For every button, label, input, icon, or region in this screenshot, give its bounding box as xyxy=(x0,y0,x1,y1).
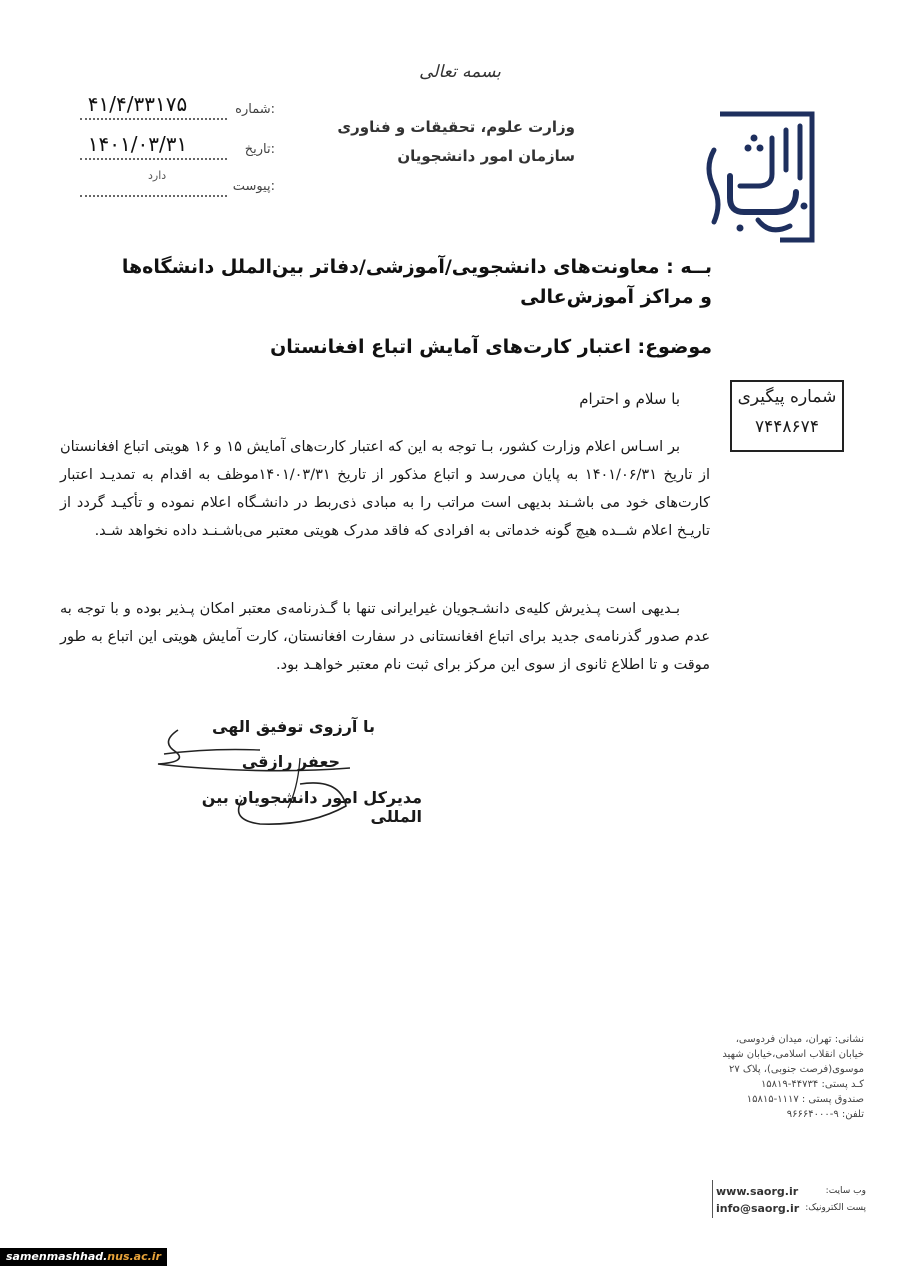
watermark-prefix: samenmashhad. xyxy=(6,1250,108,1263)
dotted-line xyxy=(80,195,227,197)
letter-date-row xyxy=(60,132,275,162)
dotted-line xyxy=(80,118,227,120)
signer-name: جعفر رازقی xyxy=(241,752,340,771)
tracking-number-box xyxy=(730,380,844,452)
letter-subject: موضوع: اعتبار کارت‌های آمایش اتباع افغانستان xyxy=(270,336,712,358)
address-line: صندوق پستی : ۱۱۱۷-۱۵۸۱۵ xyxy=(746,1094,864,1105)
website-link[interactable]: www.saorg.ir xyxy=(716,1185,799,1198)
address-line: موسوی(فرصت جنوبی)، پلاک ۲۷ xyxy=(728,1064,864,1075)
organization-name: سازمان امور دانشجویان xyxy=(397,147,575,165)
website-label: وب سایت: xyxy=(825,1186,866,1196)
letter-recipient: بــه : معاونت‌های دانشجویی/آموزشی/دفاتر بین‌الملل دانشگاه‌ها و مراکز آموزش‌عالی xyxy=(121,256,712,308)
address-line: کـد پستی: ۴۴۷۳۴-۱۵۸۱۹ xyxy=(760,1079,864,1090)
footer-divider xyxy=(712,1180,713,1218)
footer-contact xyxy=(716,1183,866,1217)
watermark-domain: nus.ac.ir xyxy=(107,1250,162,1263)
address-line: خیابان انقلاب اسلامی،خیابان شهید xyxy=(722,1049,864,1060)
footer-address xyxy=(696,1032,864,1122)
ministry-name: وزارت علوم، تحقیقات و فناوری xyxy=(337,118,575,136)
letter-number-label: شماره: xyxy=(235,102,275,117)
besmele-heading: بسمه تعالی xyxy=(419,62,501,82)
letter-attachment-label: پیوست: xyxy=(232,179,275,194)
source-watermark xyxy=(0,1248,167,1266)
body-paragraph-2: بـدیهی است پـذیرش کلیه‌ی دانشـجویان غیرایرانی تنها با گـذرنامه‌ی معتبر امکان پـذیر بوده و با توجه به عدم صدور گذرنامه‌ی جدید برای اتباع افغانستانی در سفارت افغانستان، کارت آمایش هویتی این اتباع به طور موقت و تا اطلاع ثانوی از سوی این مرکز برای ثبت نام معتبر خواهـد بود. xyxy=(60,601,710,673)
letter-number-row xyxy=(60,92,275,122)
dotted-line xyxy=(80,158,227,160)
body-paragraph-1: بر اسـاس اعلام وزارت کشور، بـا توجه به این که اعتبار کارت‌های آمایش ۱۵ و ۱۶ هویتی اتباع افغانستان از تاریخ ۱۴۰۱/۰۶/۳۱ به پایان می‌رسد و اتباع مذکور از تاریخ ۱۴۰۱/۰۳/۳۱موظف به اقدام به تمدیـد اعتبار کارت‌های خود می باشـند بدیهی است مراتب را به مبادی ذی‌ربط در دانشـگاه اعلام نموده و تأکیـد گردد از تاریـخ اعلام شــده هیچ گونه خدماتی به افرادی که فاقد مدرک هویتی معتبر می‌باشـنـد داده نخواهد شـد. xyxy=(60,439,710,539)
email-label: پست الکترونیک: xyxy=(805,1203,866,1213)
address-line: تلفن: ۹-۹۶۶۶۴۰۰۰ xyxy=(786,1109,864,1120)
letter-number-value: ۴۱/۴/۳۳۱۷۵ xyxy=(87,92,188,116)
greeting: با سلام و احترام xyxy=(579,390,680,408)
letter-date-value: ۱۴۰۱/۰۳/۳۱ xyxy=(87,132,188,156)
signer-title: مدیرکل امور دانشجویان بین المللی xyxy=(201,788,422,826)
letter-attachment-value: دارد xyxy=(148,169,167,182)
organization-logo xyxy=(700,108,825,246)
letter-attachment-row xyxy=(60,169,275,199)
letter-date-label: تاریخ: xyxy=(244,142,275,157)
closing-phrase: با آرزوی توفیق الهی xyxy=(212,717,375,736)
tracking-number-label: شماره پیگیری xyxy=(737,387,837,407)
tracking-number-value: ۷۴۴۸۶۷۴ xyxy=(755,417,819,437)
address-line: نشانی: تهران، میدان فردوسی، xyxy=(735,1034,864,1045)
email-link[interactable]: info@saorg.ir xyxy=(716,1202,800,1215)
